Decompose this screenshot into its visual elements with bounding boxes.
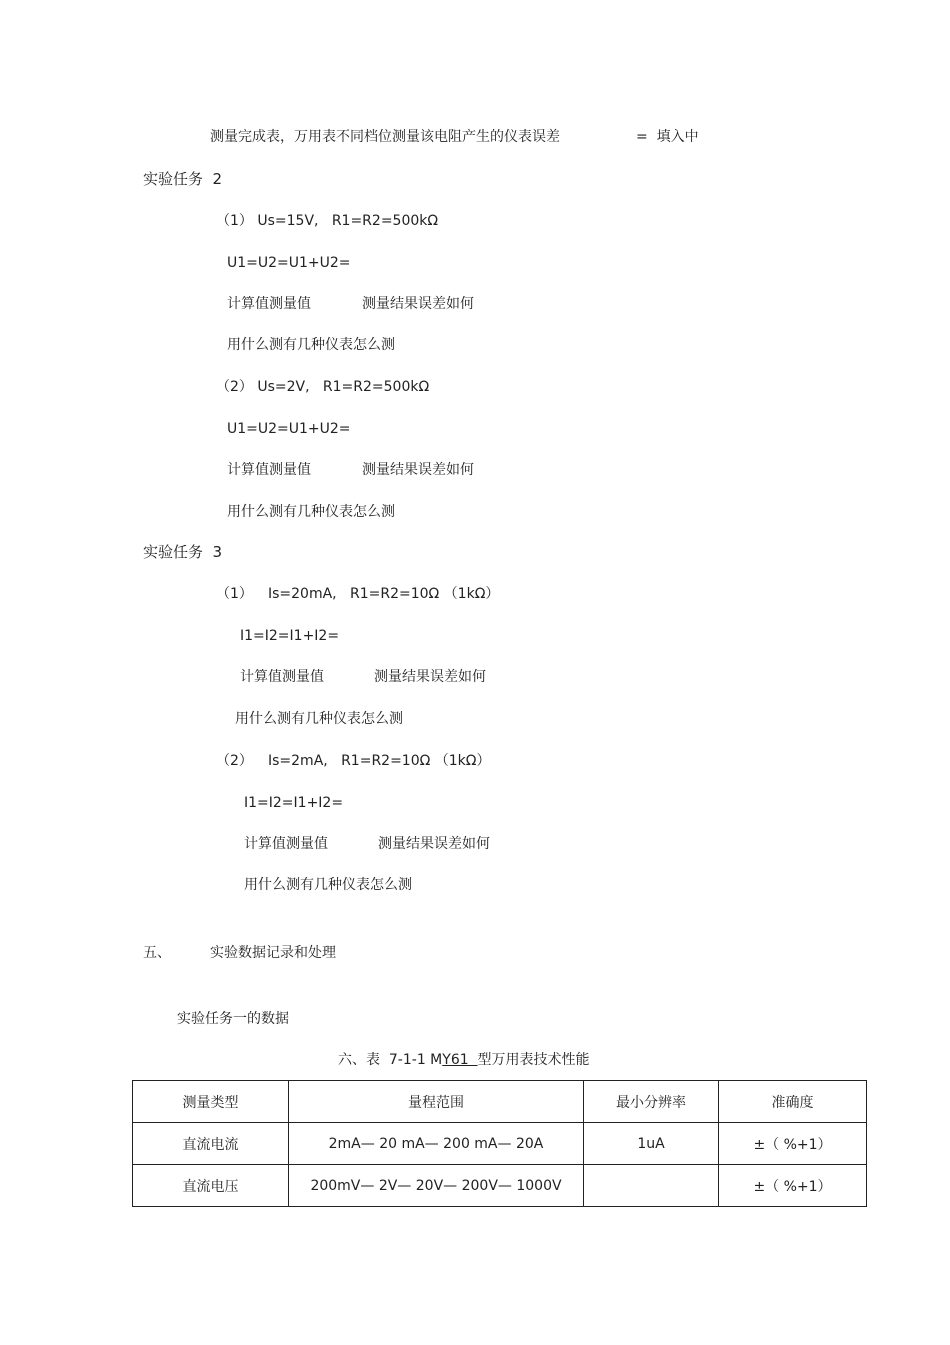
task2-case1-result: 测量结果误差如何 xyxy=(362,296,474,312)
task3-case2-how: 用什么测有几种仪表怎么测 xyxy=(244,877,412,893)
task3-case1-how: 用什么测有几种仪表怎么测 xyxy=(235,711,403,727)
table-row xyxy=(133,1123,867,1165)
task1-data-label: 实验任务一的数据 xyxy=(177,1011,289,1027)
header-cell-resolution: 最小分辨率 xyxy=(584,1081,719,1123)
task2-case1-how: 用什么测有几种仪表怎么测 xyxy=(227,337,395,353)
task3-case2-condition: Is=2mA, R1=R2=10Ω （1kΩ） xyxy=(268,753,491,769)
table-cell: 2mA— 20 mA— 200 mA— 20A xyxy=(289,1123,584,1165)
header-cell-range: 量程范围 xyxy=(289,1081,584,1123)
task3-case1-number: （1） xyxy=(216,586,253,602)
intro-text: 测量完成表，万用表不同档位测量该电阻产生的仪表误差 xyxy=(210,129,560,145)
section-title: 实验数据记录和处理 xyxy=(210,945,336,961)
task2-case1-condition: （1） Us=15V, R1=R2=500kΩ xyxy=(216,213,439,229)
task3-heading: 实验任务 3 xyxy=(143,543,223,561)
section-number: 五、 xyxy=(143,945,171,961)
table-cell: ±（ %+1） xyxy=(719,1165,867,1207)
table-caption xyxy=(338,1051,590,1069)
table-header-row xyxy=(133,1081,867,1123)
table-cell xyxy=(584,1165,719,1207)
task2-case1-calc: 计算值测量值 xyxy=(227,296,311,312)
task3-case2-calc: 计算值测量值 xyxy=(244,836,328,852)
task2-case2-condition: （2） Us=2V, R1=R2=500kΩ xyxy=(216,379,430,395)
table-cell: 200mV— 2V— 20V— 200V— 1000V xyxy=(289,1165,584,1207)
task2-heading: 实验任务 2 xyxy=(143,170,223,188)
spec-table xyxy=(132,1080,867,1207)
task3-case1-calc: 计算值测量值 xyxy=(240,669,324,685)
task3-case2-result: 测量结果误差如何 xyxy=(378,836,490,852)
header-cell-type: 测量类型 xyxy=(133,1081,289,1123)
task3-case2-number: （2） xyxy=(216,753,253,769)
task2-case2-calc: 计算值测量值 xyxy=(227,462,311,478)
table-row xyxy=(133,1165,867,1207)
task2-case2-how: 用什么测有几种仪表怎么测 xyxy=(227,504,395,520)
task3-case2-equation: I1=I2=I1+I2= xyxy=(244,795,344,811)
intro-text-suffix: = 填入中 xyxy=(636,129,699,145)
task2-case1-equation: U1=U2=U1+U2= xyxy=(227,255,351,271)
task3-case1-condition: Is=20mA, R1=R2=10Ω （1kΩ） xyxy=(268,586,500,602)
table-cell: 直流电压 xyxy=(133,1165,289,1207)
task3-case1-result: 测量结果误差如何 xyxy=(374,669,486,685)
table-cell: ±（ %+1） xyxy=(719,1123,867,1165)
table-caption-model: Y61 xyxy=(442,1052,478,1068)
table-caption-prefix: 六、表 7-1-1 M xyxy=(338,1052,443,1068)
task3-case1-equation: I1=I2=I1+I2= xyxy=(240,628,340,644)
task2-case2-result: 测量结果误差如何 xyxy=(362,462,474,478)
task2-case2-equation: U1=U2=U1+U2= xyxy=(227,421,351,437)
table-caption-suffix: 型万用表技术性能 xyxy=(477,1052,590,1068)
table-cell: 直流电流 xyxy=(133,1123,289,1165)
table-cell: 1uA xyxy=(584,1123,719,1165)
header-cell-accuracy: 准确度 xyxy=(719,1081,867,1123)
